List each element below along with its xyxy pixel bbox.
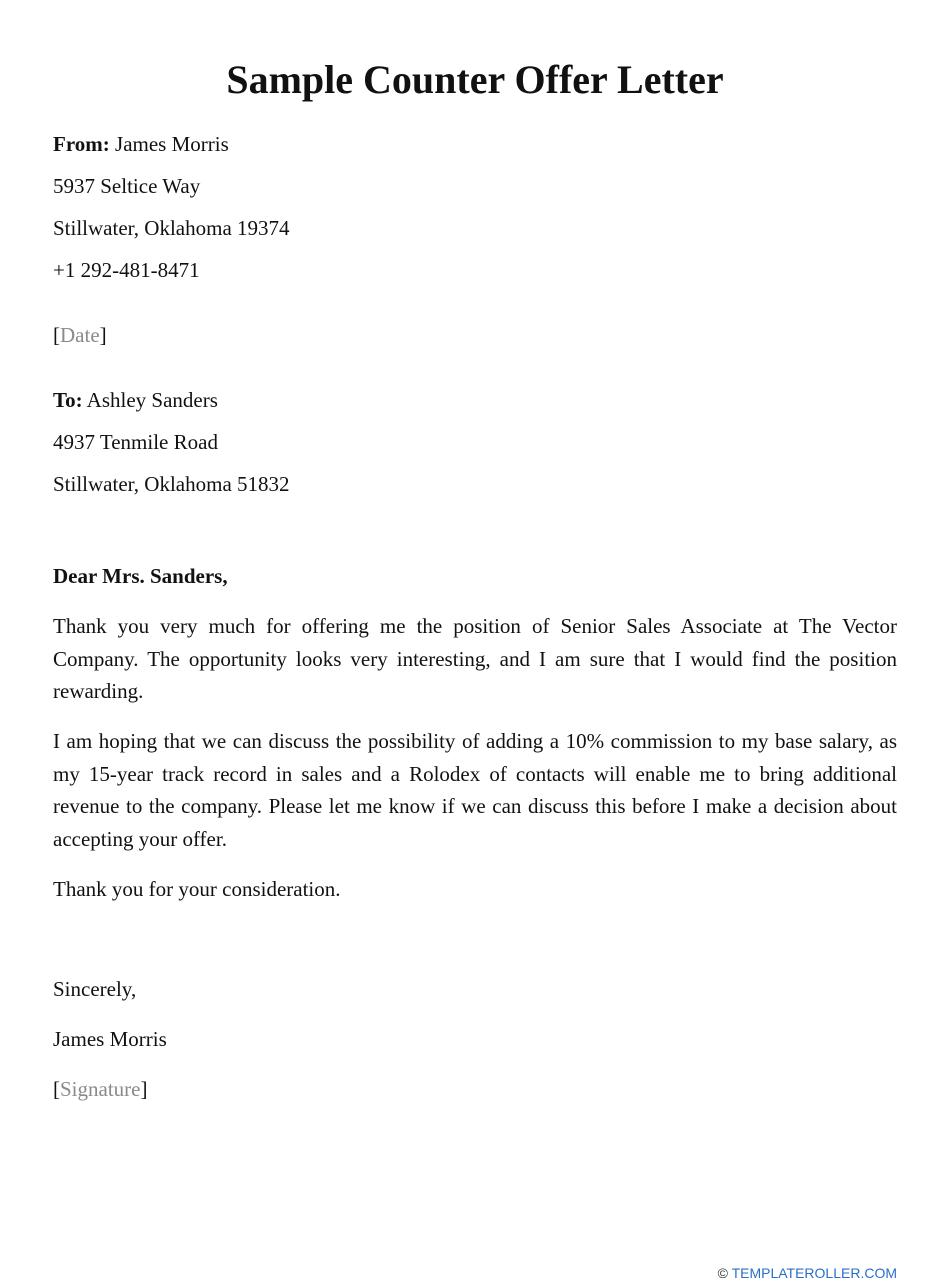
signature-close-bracket: ] bbox=[140, 1077, 148, 1101]
signature-open-bracket: [ bbox=[53, 1077, 60, 1101]
signature-placeholder-line bbox=[53, 1074, 147, 1104]
from-label: From: bbox=[53, 132, 110, 156]
closing-name: James Morris bbox=[53, 1027, 167, 1051]
salutation: Dear Mrs. Sanders, bbox=[53, 564, 228, 588]
body-paragraph: Thank you very much for offering me the position of Senior Sales Associate at The Vector Company. The opportunity looks very interesting, and I am sure that I would find the position rewarding. bbox=[53, 614, 897, 703]
sender-name: James Morris bbox=[115, 132, 229, 156]
recipient-name: Ashley Sanders bbox=[86, 388, 218, 412]
signature-placeholder: Signature bbox=[60, 1077, 141, 1101]
recipient-street: 4937 Tenmile Road bbox=[53, 430, 218, 454]
date-placeholder-line bbox=[53, 320, 107, 350]
sender-city: Stillwater, Oklahoma 19374 bbox=[53, 216, 290, 240]
sender-name-line bbox=[53, 129, 229, 159]
sender-street: 5937 Seltice Way bbox=[53, 174, 201, 198]
to-label: To: bbox=[53, 388, 83, 412]
recipient-city: Stillwater, Oklahoma 51832 bbox=[53, 472, 290, 496]
date-open-bracket: [ bbox=[53, 323, 60, 347]
date-close-bracket: ] bbox=[99, 323, 107, 347]
sender-phone: +1 292-481-8471 bbox=[53, 258, 200, 282]
body-paragraph: I am hoping that we can discuss the possibility of adding a 10% commission to my base salary, as my 15-year track record in sales and a Rolodex of contacts will enable me to bring additional revenue to the company. Please let me know if we can discuss this before I make a decision about accepting your offer. bbox=[53, 729, 897, 851]
recipient-name-line bbox=[53, 385, 218, 415]
footer-credit bbox=[718, 1264, 897, 1282]
valediction: Sincerely, bbox=[53, 977, 137, 1001]
date-placeholder: Date bbox=[60, 323, 100, 347]
templateroller-link[interactable]: TEMPLATEROLLER.COM bbox=[731, 1265, 897, 1281]
body-paragraph: Thank you for your consideration. bbox=[53, 877, 341, 901]
copyright-symbol: © bbox=[717, 1265, 728, 1281]
document-title: Sample Counter Offer Letter bbox=[226, 57, 724, 102]
